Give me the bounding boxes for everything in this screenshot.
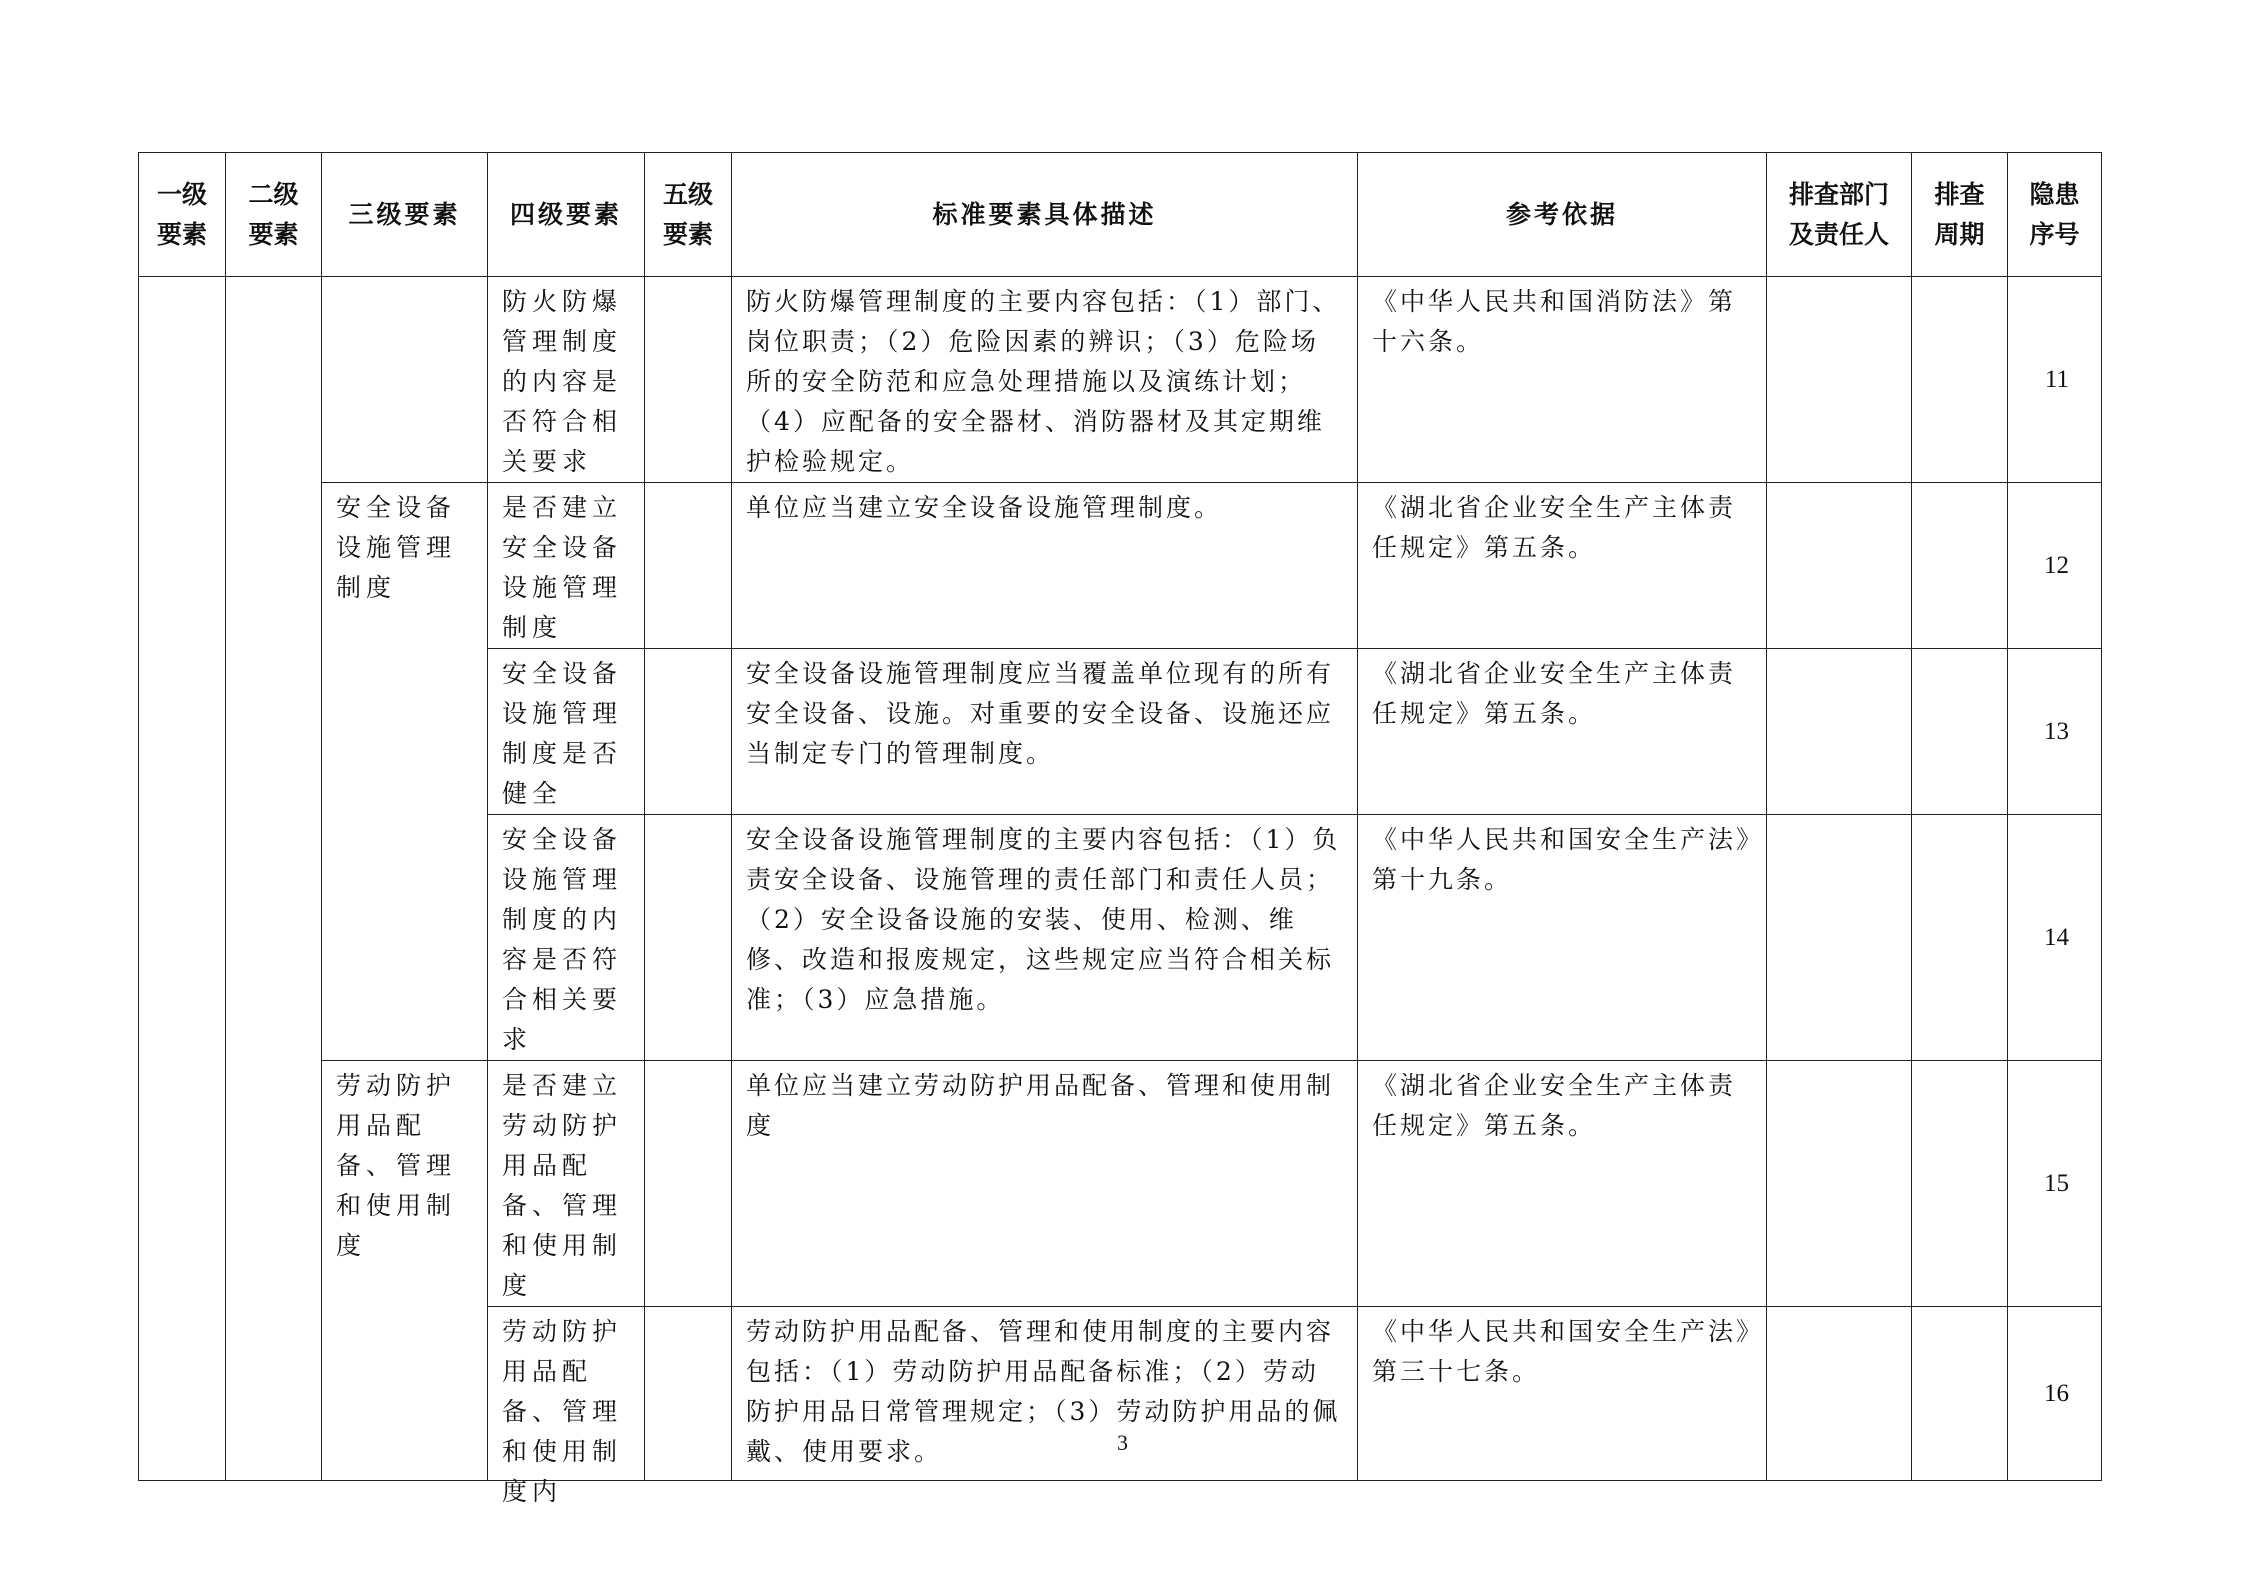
hazard-number: 16 <box>2008 1307 2102 1481</box>
level4-cell: 是否建立劳动防护用品配备、管理和使用制度 <box>488 1061 645 1307</box>
level1-cell <box>139 277 226 1481</box>
hazard-number: 15 <box>2008 1061 2102 1307</box>
table-row <box>139 1061 2102 1307</box>
table-row <box>139 277 2102 483</box>
period-cell <box>1912 1061 2008 1307</box>
header-level1: 一级 要素 <box>139 153 226 277</box>
description-cell: 单位应当建立劳动防护用品配备、管理和使用制度 <box>732 1061 1358 1307</box>
header-row <box>139 153 2102 277</box>
description-cell: 单位应当建立安全设备设施管理制度。 <box>732 483 1358 649</box>
level3-cell: 安全设备设施管理制度 <box>322 483 488 1061</box>
level4-cell: 安全设备设施管理制度是否健全 <box>488 649 645 815</box>
level4-cell: 劳动防护用品配备、管理和使用制度内 <box>488 1307 645 1481</box>
level5-cell <box>645 1061 732 1307</box>
header-description: 标准要素具体描述 <box>732 153 1358 277</box>
description-cell: 防火防爆管理制度的主要内容包括：（1）部门、岗位职责；（2）危险因素的辨识；（3）危险场所的安全防范和应急处理措施以及演练计划；（4）应配备的安全器材、消防器材及其定期维护检验规定。 <box>732 277 1358 483</box>
level2-cell <box>226 277 322 1481</box>
header-level5: 五级 要素 <box>645 153 732 277</box>
level5-cell <box>645 483 732 649</box>
level3-cell <box>322 277 488 483</box>
level4-cell: 安全设备设施管理制度的内容是否符合相关要求 <box>488 815 645 1061</box>
header-level3: 三级要素 <box>322 153 488 277</box>
hazard-number: 12 <box>2008 483 2102 649</box>
header-period: 排查 周期 <box>1912 153 2008 277</box>
reference-cell: 《中华人民共和国安全生产法》第三十七条。 <box>1358 1307 1767 1481</box>
header-department: 排查部门 及责任人 <box>1767 153 1912 277</box>
period-cell <box>1912 277 2008 483</box>
level4-cell: 是否建立安全设备设施管理制度 <box>488 483 645 649</box>
department-cell <box>1767 483 1912 649</box>
period-cell <box>1912 483 2008 649</box>
description-cell: 劳动防护用品配备、管理和使用制度的主要内容包括：（1）劳动防护用品配备标准；（2）劳动防护用品日常管理规定；（3）劳动防护用品的佩戴、使用要求。 <box>732 1307 1358 1481</box>
header-hazard-no: 隐患 序号 <box>2008 153 2102 277</box>
level3-cell: 劳动防护用品配备、管理和使用制度 <box>322 1061 488 1481</box>
reference-cell: 《湖北省企业安全生产主体责任规定》第五条。 <box>1358 649 1767 815</box>
reference-cell: 《中华人民共和国安全生产法》第十九条。 <box>1358 815 1767 1061</box>
header-level2: 二级 要素 <box>226 153 322 277</box>
hazard-checklist-table <box>138 152 2102 1506</box>
period-cell <box>1912 815 2008 1061</box>
department-cell <box>1767 1061 1912 1307</box>
hazard-number: 13 <box>2008 649 2102 815</box>
level5-cell <box>645 815 732 1061</box>
department-cell <box>1767 815 1912 1061</box>
department-cell <box>1767 649 1912 815</box>
hazard-number: 14 <box>2008 815 2102 1061</box>
reference-cell: 《中华人民共和国消防法》第十六条。 <box>1358 277 1767 483</box>
description-cell: 安全设备设施管理制度的主要内容包括：（1）负责安全设备、设施管理的责任部门和责任人员；（2）安全设备设施的安装、使用、检测、维修、改造和报废规定，这些规定应当符合相关标准；（3）应急措施。 <box>732 815 1358 1061</box>
level5-cell <box>645 649 732 815</box>
description-cell: 安全设备设施管理制度应当覆盖单位现有的所有安全设备、设施。对重要的安全设备、设施还应当制定专门的管理制度。 <box>732 649 1358 815</box>
page-number: 3 <box>1117 1430 1128 1455</box>
reference-cell: 《湖北省企业安全生产主体责任规定》第五条。 <box>1358 483 1767 649</box>
level5-cell <box>645 277 732 483</box>
header-reference: 参考依据 <box>1358 153 1767 277</box>
hazard-number: 11 <box>2008 277 2102 483</box>
reference-cell: 《湖北省企业安全生产主体责任规定》第五条。 <box>1358 1061 1767 1307</box>
department-cell <box>1767 277 1912 483</box>
period-cell <box>1912 649 2008 815</box>
header-level4: 四级要素 <box>488 153 645 277</box>
level4-cell: 防火防爆管理制度的内容是否符合相关要求 <box>488 277 645 483</box>
table-row <box>139 483 2102 649</box>
